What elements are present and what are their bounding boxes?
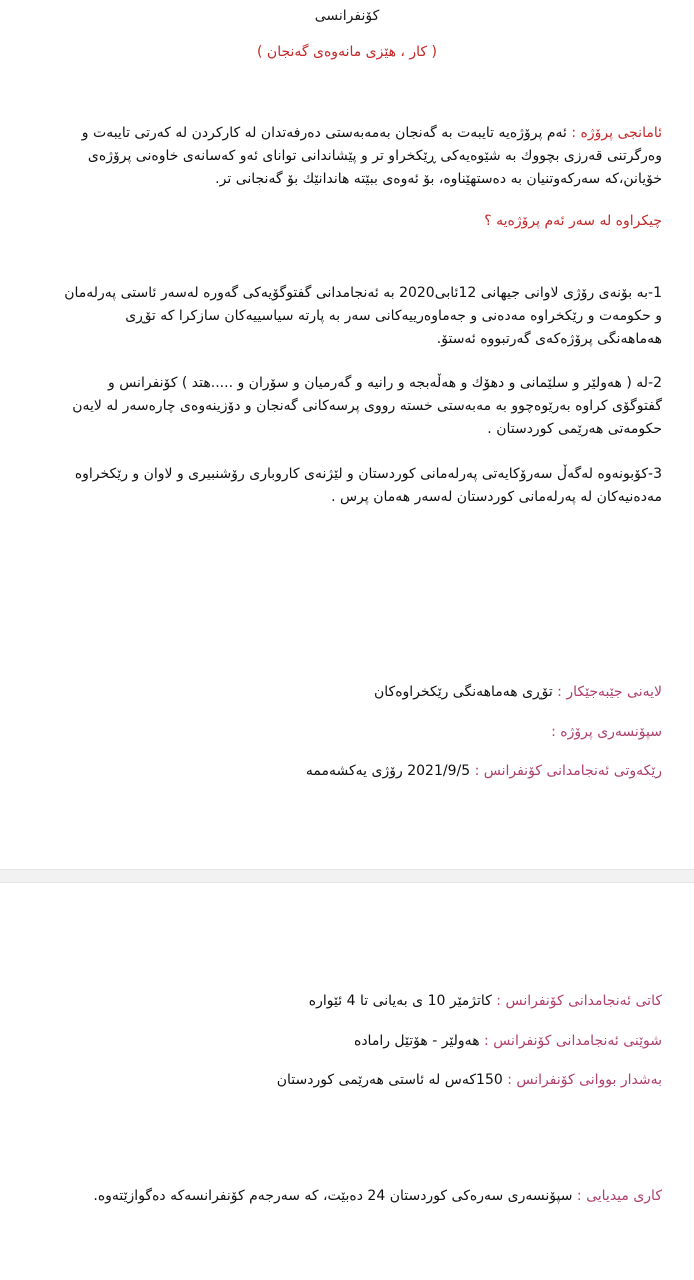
sponsor-label: سپۆنسەری پرۆژە : (551, 724, 662, 740)
implementer-label: لایەنی جێبەجێکار : (557, 684, 662, 700)
implementer-row (62, 681, 662, 703)
place-label: شوێنی ئەنجامدانی کۆنفرانس : (484, 1033, 662, 1049)
sponsor-row (62, 721, 662, 743)
divider-line-bottom (0, 882, 694, 883)
participants-value: 150کەس لە ئاستی هەرێمی کوردستان (276, 1072, 503, 1088)
time-label: کاتی ئەنجامدانی کۆنفرانس : (496, 993, 662, 1009)
goal-paragraph (62, 122, 662, 191)
document-subtitle: ( کار ، هێزی مانەوەی گەنجان ) (257, 44, 437, 60)
point-item-2: 2-لە ( هەولێر و سلێمانی و دهۆك و هەڵەبجە و رانیە و گەرمیان و سۆران و .....هتد ) کۆنفرانس و گفتوگۆی کراوە بەرێوەچوو بە مەبەستی خستە رووی پرسەکانی گەنجان و دۆزینەوەی چارەسەر لە لایەن حکومەتی هەرێمی کوردستان . (72, 375, 662, 437)
place-value: هەولێر - هۆتێل رامادە (353, 1033, 480, 1049)
date-label: رێکەوتی ئەنجامدانی کۆنفرانس : (474, 763, 662, 779)
section-divider (0, 870, 694, 882)
participants-row (62, 1069, 662, 1091)
date-row (62, 760, 662, 782)
media-label: کاری میدیایی : (576, 1188, 662, 1204)
media-text: سپۆنسەری سەرەکی کوردستان 24 دەبێت، کە سەرجەم کۆنفرانسەکە دەگوازێتەوە. (93, 1188, 573, 1204)
date-value: 2021/9/5 رۆژی یەکشەممە (305, 763, 471, 779)
goal-label: ئامانجی پرۆژە : (571, 125, 662, 141)
participants-label: بەشدار بووانی کۆنفرانس : (507, 1072, 662, 1088)
time-row (62, 990, 662, 1012)
why-question: چیکراوە لە سەر ئەم پرۆژەیە ؟ (484, 213, 662, 229)
media-paragraph (62, 1185, 662, 1208)
goal-text: ئەم پرۆژەیە تایبەت بە گەنجان بەمەبەستی دەرفەتدان لە کارکردن لە کەرتی تایبەت و وەرگرتنی قەرزی بچووك بە شێوەیەکی ڕێکخراو تر و پێشاندانی توانای ئەو کەسانەی خاوەنی پرۆژەی خۆیانن،کە سەرکەوتنیان بە دەستهێناوە، بۆ ئەوەی ببێتە هاندانێك بۆ گەنجانی تر. (81, 125, 662, 187)
time-value: کاتژمێر 10 ی بەیانی تا 4 ئێوارە (308, 993, 492, 1009)
place-row (62, 1030, 662, 1052)
point-item-1: 1-بە بۆنەی رۆژی لاوانی جیهانی 12ئابی2020 بە ئەنجامدانی گفتوگۆیەکی گەورە لەسەر ئاستی پەرلەمان و حکومەت و رێکخراوە مەدەنی و جەماوەرییەکانی سەر بە پارتە سیاسییەکان سازکرا کە تۆڕی هەماهەنگی پرۆژەکەی گەرتبووە ئەستۆ. (64, 285, 662, 347)
implementer-value: تۆڕی هەماهەنگی رێکخراوەکان (374, 684, 553, 700)
document-title: کۆنفرانسی (314, 8, 380, 24)
point-item-3: 3-کۆبونەوە لەگەڵ سەرۆکایەتی پەرلەمانی کوردستان و لێژنەی کاروباری رۆشنبیری و لاوان و رێکخراوە مەدەنیەکان لە پەرلەمانی کوردستان لەسەر هەمان پرس . (74, 466, 662, 505)
